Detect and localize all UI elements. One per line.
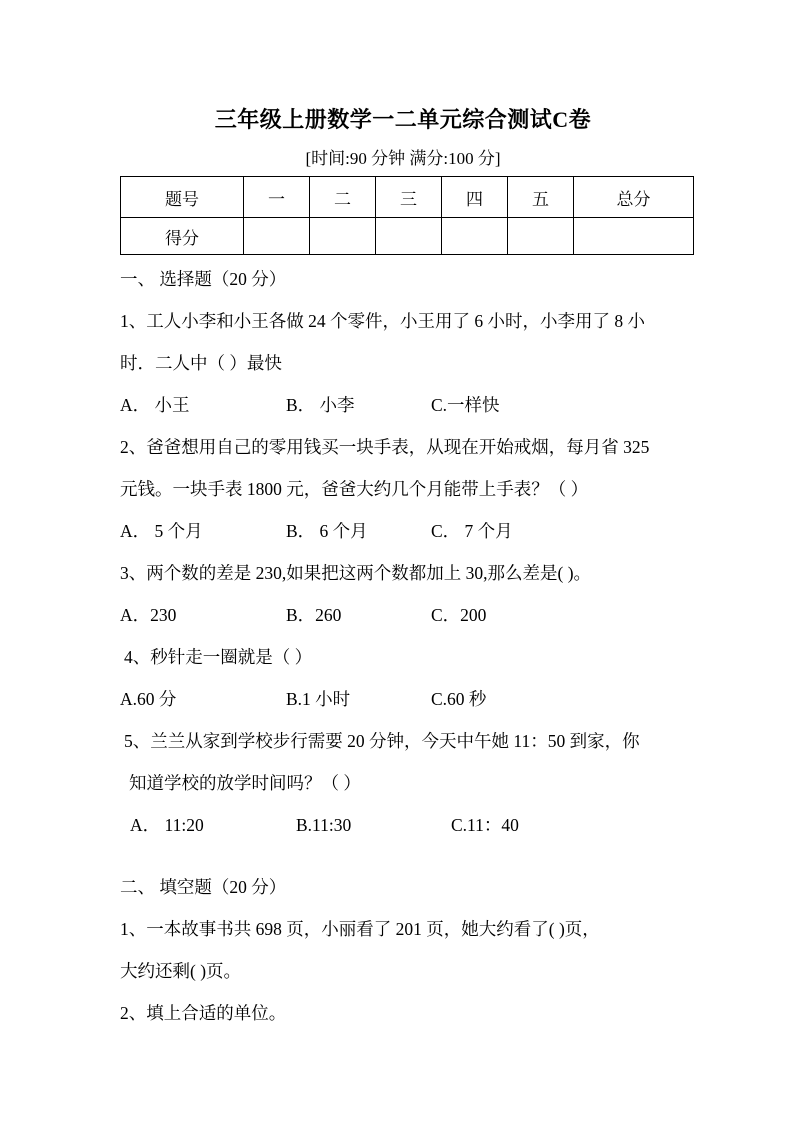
question-5-line-2: 知道学校的放学时间吗？（ ）	[129, 773, 361, 793]
fill-question-2-line-1: 2、填上合适的单位。	[120, 1003, 287, 1023]
option-c[interactable]: C．200	[431, 605, 487, 625]
table-row	[121, 218, 694, 255]
option-b[interactable]: B． 6 个月	[286, 521, 368, 541]
fill-question-1-line-2: 大约还剩( )页。	[120, 961, 242, 981]
score-input-cell[interactable]	[244, 218, 310, 255]
question-3-line-1: 3、两个数的差是 230,如果把这两个数都加上 30,那么差是( )。	[120, 563, 592, 583]
score-table-cell[interactable]: 三	[376, 177, 442, 218]
option-a[interactable]: A． 11:20	[130, 815, 204, 835]
score-table	[120, 176, 694, 255]
score-table-cell[interactable]: 四	[442, 177, 508, 218]
exam-meta-subtitle: [时间:90 分钟 满分:100 分]	[305, 149, 501, 168]
score-table-cell[interactable]: 一	[244, 177, 310, 218]
option-b[interactable]: B．260	[286, 605, 342, 625]
score-table-cell[interactable]: 二	[310, 177, 376, 218]
question-2-line-1: 2、爸爸想用自己的零用钱买一块手表，从现在开始戒烟，每月省 325	[120, 437, 650, 457]
score-input-cell[interactable]	[376, 218, 442, 255]
section-heading-choice: 一、 选择题（20 分）	[120, 269, 287, 289]
option-a[interactable]: A． 小王	[120, 395, 190, 415]
question-1-line-1: 1、工人小李和小王各做 24 个零件，小王用了 6 小时，小李用了 8 小	[120, 311, 645, 331]
option-c[interactable]: C． 7 个月	[431, 521, 513, 541]
score-input-cell[interactable]	[310, 218, 376, 255]
option-b[interactable]: B.11:30	[296, 815, 352, 835]
option-b[interactable]: B.1 小时	[286, 689, 351, 709]
option-a[interactable]: A.60 分	[120, 689, 177, 709]
section-spacer	[120, 846, 692, 866]
score-input-cell[interactable]	[508, 218, 574, 255]
option-c[interactable]: C.60 秒	[431, 689, 487, 709]
score-table-row-label: 题号	[121, 177, 244, 218]
option-c[interactable]: C.11：40	[451, 815, 519, 835]
question-4-options	[120, 678, 692, 720]
question-5-line-1: 5、兰兰从家到学校步行需要 20 分钟，今天中午她 11：50 到家，你	[124, 731, 640, 751]
option-a[interactable]: A．230	[120, 605, 177, 625]
question-2-options	[120, 510, 692, 552]
question-1-line-2: 时．二人中（ ）最快	[120, 353, 282, 373]
fill-question-1-line-1: 1、一本故事书共 698 页，小丽看了 201 页，她大约看了( )页，	[120, 919, 600, 939]
score-table-cell[interactable]: 五	[508, 177, 574, 218]
option-b[interactable]: B． 小李	[286, 395, 355, 415]
option-c[interactable]: C.一样快	[431, 395, 500, 415]
question-3-options	[120, 594, 692, 636]
score-input-cell[interactable]	[442, 218, 508, 255]
score-table-row-label: 得分	[121, 218, 244, 255]
page-title: 三年级上册数学一二单元综合测试C卷	[214, 107, 592, 132]
table-row	[121, 177, 694, 218]
score-input-total-cell[interactable]	[574, 218, 694, 255]
section-heading-fill-in-blank: 二、 填空题（20 分）	[120, 877, 287, 897]
question-5-options	[120, 804, 692, 846]
score-table-total-header: 总分	[574, 177, 694, 218]
question-4-line-1: 4、秒针走一圈就是（ ）	[124, 647, 313, 667]
question-1-options	[120, 384, 692, 426]
option-a[interactable]: A． 5 个月	[120, 521, 203, 541]
question-2-line-2: 元钱。一块手表 1800 元，爸爸大约几个月能带上手表？（ ）	[120, 479, 589, 499]
question-body	[120, 258, 692, 1034]
